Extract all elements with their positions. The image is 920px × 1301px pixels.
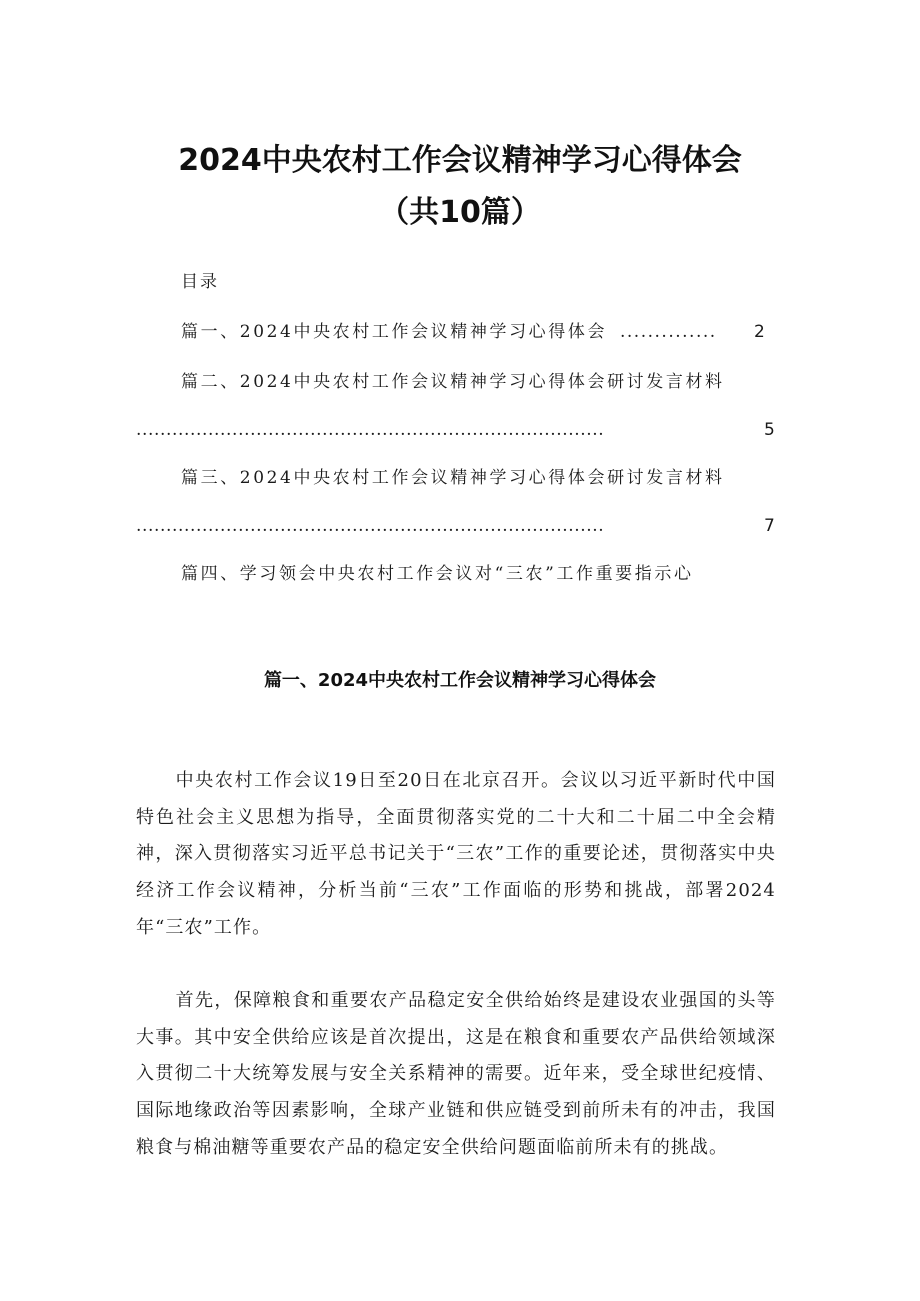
document-title: 2024中央农村工作会议精神学习心得体会 [178,143,742,178]
toc-entry-2-title[interactable]: 篇二、2024中央农村工作会议精神学习心得体会研讨发言材料 [181,372,725,392]
toc-label: 目录 [181,272,219,292]
body-paragraph-1: 中央农村工作会议19日至20日在北京召开。会议以习近平新时代中国特色社会主义思想为指导，全面贯彻落实党的二十大和二十届二中全会精神，深入贯彻落实习近平总书记关于“三农”工作的重要论述，贯彻落实中央经济工作会议精神，分析当前“三农”工作面临的形势和挑战，部署2024年“三农”工作。 [136,770,776,938]
section-heading: 篇一、2024中央农村工作会议精神学习心得体会 [263,670,657,691]
toc-entry-2-page: 5 [764,420,778,440]
toc-entry-2-leader: .............................................................................. [136,420,605,440]
toc-entry-1-title[interactable]: 篇一、2024中央农村工作会议精神学习心得体会 [181,322,608,342]
document-subtitle: （共10篇） [379,195,541,230]
toc-entry-4-title[interactable]: 篇四、学习领会中央农村工作会议对“三农”工作重要指示心 [181,564,694,584]
body-paragraph-2: 首先，保障粮食和重要农产品稳定安全供给始终是建设农业强国的头等大事。其中安全供给应该是首次提出，这是在粮食和重要农产品供给领域深入贯彻二十大统筹发展与安全关系精神的需要。近年来，受全球世纪疫情、国际地缘政治等因素影响，全球产业链和供应链受到前所未有的冲击，我国粮食与棉油糖等重要农产品的稳定安全供给问题面临前所未有的挑战。 [136,990,776,1158]
toc-entry-3-page: 7 [764,516,778,536]
toc-entry-3-leader: .............................................................................. [136,516,605,536]
toc-entry-1-leader: .............. [620,322,717,342]
toc-entry-1-page: 2 [754,322,768,342]
toc-entry-3-title[interactable]: 篇三、2024中央农村工作会议精神学习心得体会研讨发言材料 [181,468,725,488]
